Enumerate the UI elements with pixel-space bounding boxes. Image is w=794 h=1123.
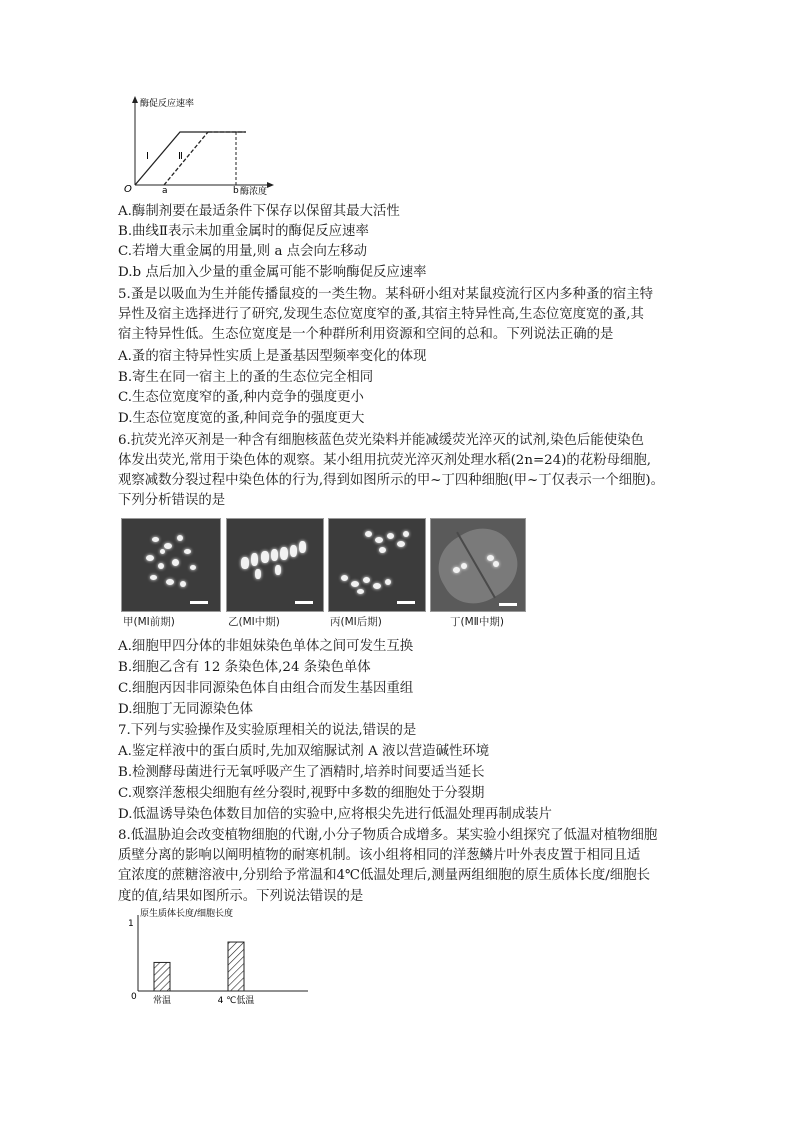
q6-option-b: B.细胞乙含有 12 条染色体,24 条染色单体 [118,660,371,675]
q6-stem-line: 观察减数分裂过程中染色体的行为,得到如图所示的甲~丁四种细胞(甲~丁仅表示一个细胞)。 [118,473,664,488]
q4-option-d: D.b 点后加入少量的重金属可能不影响酶促反应速率 [118,265,427,280]
curve-1 [135,132,246,185]
q8-stem-line: 8.低温胁迫会改变植物细胞的代谢,小分子物质合成增多。某实验小组探究了低温对植物细胞 [118,828,658,843]
enzyme-rate-chart [112,94,282,198]
q6-stem-line: 6.抗荧光淬灭剂是一种含有细胞核蓝色荧光染料并能减缓荧光淬灭的试剂,染色后能使染色 [118,433,644,448]
q5-option-d: D.生态位宽度宽的蚤,种间竞争的强度更大 [118,411,365,426]
enzyme-ylabel: 酶促反应速率 [140,99,195,109]
x-tick-label: 4 ℃低温 [217,996,255,1005]
q8-stem-line: 宜浓度的蔗糖溶液中,分别给予常温和4℃低温处理后,测量两组细胞的原生质体长度/细胞长 [118,868,650,883]
tick-a: a [162,186,168,196]
micrograph-caption: 甲(MⅠ前期) [123,616,175,628]
micrograph-yi [226,518,324,612]
q5-stem-line: 5.蚤是以吸血为生并能传播鼠疫的一类生物。某科研小组对某鼠疫流行区内多种蚤的宿主特 [118,287,654,302]
q5-option-a: A.蚤的宿主特异性实质上是蚤基因型频率变化的体现 [118,349,427,364]
q5-stem-line: 宿主特异性低。生态位宽度是一个种群所利用资源和空间的总和。下列说法正确的是 [118,327,614,342]
q7-option-a: A.鉴定样液中的蛋白质时,先加双缩脲试剂 A 液以营造碱性环境 [118,744,490,759]
curve-2-label: Ⅱ [178,151,183,162]
q4-option-a: A.酶制剂要在最适条件下保存以保留其最大活性 [118,204,400,219]
q6-stem-line: 体发出荧光,常用于染色体的观察。某小组用抗荧光淬灭剂处理水稻(2n=24)的花粉母细胞, [118,453,652,468]
q6-option-c: C.细胞丙因非同源染色体自由组合而发生基因重组 [118,681,414,696]
bar-1 [228,942,244,991]
q4-option-c: C.若增大重金属的用量,则 a 点会向左移动 [118,244,368,259]
q5-option-c: C.生态位宽度窄的蚤,种内竞争的强度更小 [118,390,364,405]
protoplast-ratio-bar-chart [118,905,318,1005]
q5-option-b: B.寄生在同一宿主上的蚤的生态位完全相同 [118,370,374,385]
tick-b: b [233,186,239,196]
q7-option-b: B.检测酵母菌进行无氧呼吸产生了酒精时,培养时间要适当延长 [118,765,485,780]
q7-stem-line: 7.下列与实验操作及实验原理相关的说法,错误的是 [118,723,417,738]
micrograph-caption: 乙(MⅠ中期) [228,616,280,628]
y-axis-label: 原生质体长度/细胞长度 [140,909,234,919]
x-tick-label: 常温 [152,996,172,1005]
origin-label: O [124,184,132,195]
enzyme-xlabel: 酶浓度 [240,187,268,197]
q6-option-d: D.细胞丁无同源染色体 [118,702,254,717]
bar-0 [154,962,170,991]
curve-2 [164,132,208,185]
micrograph-jia [121,518,221,612]
micrograph-ding [430,518,526,612]
y-tick-label: 1 [128,919,134,929]
micrograph-caption: 丁(MⅡ中期) [450,616,504,628]
micrograph-caption: 丙(MⅠ后期) [330,616,382,628]
q6-stem-line: 下列分析错误的是 [118,493,226,508]
q4-option-b: B.曲线Ⅱ表示未加重金属时的酶促反应速率 [118,224,369,239]
y-tick-label: 0 [131,992,137,1002]
micrograph-bing [328,518,426,612]
q8-stem-line: 质壁分离的影响以阐明植物的耐寒机制。该小组将相同的洋葱鳞片叶外表皮置于相同且适 [118,848,641,863]
q8-stem-line: 度的值,结果如图所示。下列说法错误的是 [118,889,364,904]
curve-1-label: Ⅰ [146,151,149,162]
q5-stem-line: 异性及宿主选择进行了研究,发现生态位宽度窄的蚤,其宿主特异性高,生态位宽度宽的蚤,其 [118,307,644,322]
q6-option-a: A.细胞甲四分体的非姐妹染色单体之间可发生互换 [118,639,414,654]
q7-option-c: C.观察洋葱根尖细胞有丝分裂时,视野中多数的细胞处于分裂期 [118,786,485,801]
q7-option-d: D.低温诱导染色体数目加倍的实验中,应将根尖先进行低温处理再制成装片 [118,807,552,822]
